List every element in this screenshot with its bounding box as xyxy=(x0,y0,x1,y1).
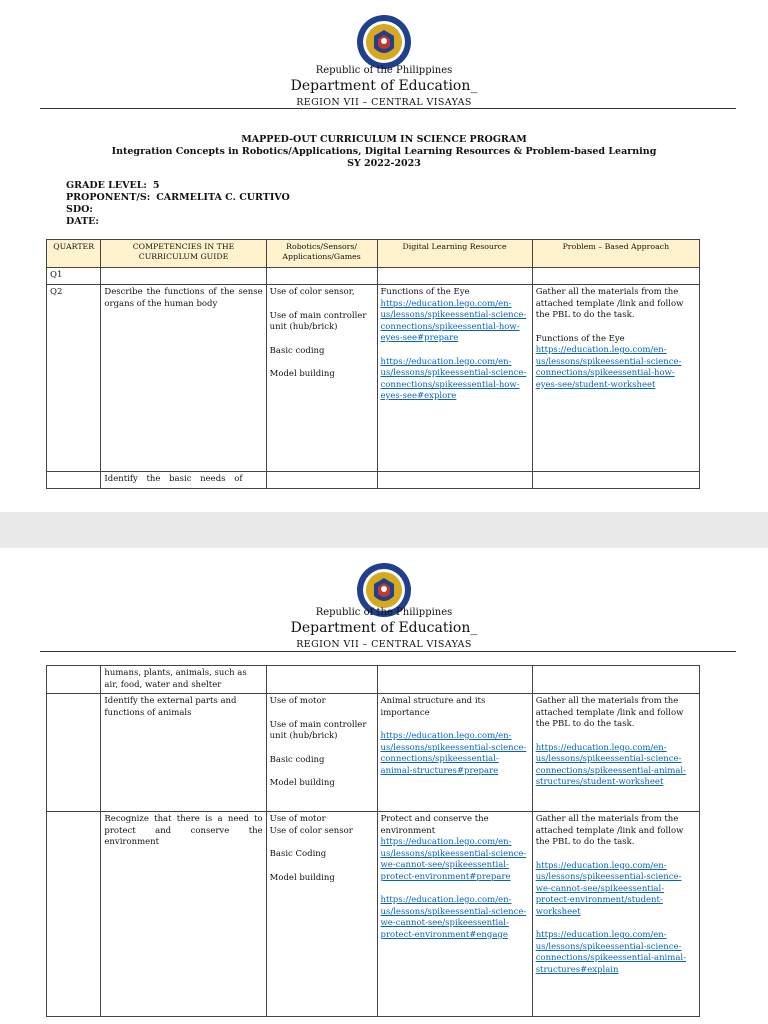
resource-link[interactable]: https://education.lego.com/en-us/lessons/spikeessential-science-connections/spikeessential-how-eyes-see#prepare xyxy=(380,298,527,343)
robotics-item: Basic Coding xyxy=(269,849,327,859)
sdo-label: SDO: xyxy=(66,204,93,215)
resource-title: Protect and conserve the environment xyxy=(380,814,489,836)
robotics-item: Use of main controller unit (hub/brick) xyxy=(269,719,367,741)
competency-cell: Identify the external parts and functions of animals xyxy=(101,694,266,812)
table-row xyxy=(47,285,700,472)
competency-cell: Recognize that there is a need to protect and conserve the environment xyxy=(101,812,266,1017)
header-divider xyxy=(40,108,736,109)
pbl-link[interactable]: https://education.lego.com/en-us/lessons/spikeessential-science-connections/spikeessential-animal-structures/student-worksheet xyxy=(535,742,686,787)
document-title: MAPPED-OUT CURRICULUM IN SCIENCE PROGRAM xyxy=(241,134,527,145)
resource-link[interactable]: https://education.lego.com/en-us/lessons/spikeessential-science-we-cannot-see/spikeessential-protect-environment#prepare xyxy=(380,837,527,882)
problem-based-cell xyxy=(532,285,699,472)
resource-link[interactable]: https://education.lego.com/en-us/lessons/spikeessential-science-connections/spikeessential-animal-structures#prepare xyxy=(380,731,527,776)
table-row xyxy=(47,666,700,694)
quarter-cell: Q1 xyxy=(47,268,101,285)
table-row xyxy=(47,812,700,1017)
document-page-2 xyxy=(0,548,768,1024)
column-header-robotics: Robotics/Sensors/ Applications/Games xyxy=(266,240,377,268)
pbl-link[interactable]: https://education.lego.com/en-us/lessons/spikeessential-science-connections/spikeessential-animal-structures#explain xyxy=(535,930,686,975)
proponent-label: PROPONENT/S: xyxy=(66,192,151,203)
pbl-link[interactable]: https://education.lego.com/en-us/lessons/spikeessential-science-connections/spikeessential-how-eyes-see/student-worksheet xyxy=(535,345,682,390)
digital-resource-cell xyxy=(377,812,532,1017)
robotics-cell xyxy=(266,812,377,1017)
deped-seal-icon xyxy=(356,14,412,70)
competency-cell: Describe the functions of the sense organs of the human body xyxy=(101,285,266,472)
grade-label: GRADE LEVEL: xyxy=(66,180,147,191)
digital-resource-cell xyxy=(377,694,532,812)
table-row xyxy=(47,694,700,812)
pbl-link[interactable]: https://education.lego.com/en-us/lessons/spikeessential-science-we-cannot-see/spikeessential-protect-environment/student-worksheet xyxy=(535,860,682,917)
pbl-instruction: Gather all the materials from the attached template /link and follow the PBL to do the task. xyxy=(535,814,684,847)
table-row xyxy=(47,472,700,489)
problem-based-cell xyxy=(532,694,699,812)
table-row xyxy=(47,268,700,285)
resource-title: Animal structure and its importance xyxy=(380,696,486,718)
quarter-cell: Q2 xyxy=(47,285,101,472)
region-heading: REGION VII – CENTRAL VISAYAS xyxy=(296,639,472,650)
department-heading: Department of Education_ xyxy=(290,620,478,636)
column-header-problem-based: Problem – Based Approach xyxy=(532,240,699,268)
region-heading: REGION VII – CENTRAL VISAYAS xyxy=(296,97,472,108)
date-label: DATE: xyxy=(66,216,99,227)
problem-based-cell xyxy=(532,812,699,1017)
republic-heading: Republic of the Philippines xyxy=(315,65,453,76)
document-title-block xyxy=(0,134,768,170)
column-header-quarter: QUARTER xyxy=(47,240,101,268)
pbl-instruction: Gather all the materials from the attached template /link and follow the PBL to do the task. xyxy=(535,287,684,320)
curriculum-table-continued xyxy=(46,665,700,1017)
header-divider xyxy=(40,651,736,652)
competency-cell: Identify the basic needs of xyxy=(101,472,266,489)
resource-link[interactable]: https://education.lego.com/en-us/lessons/spikeessential-science-we-cannot-see/spikeessential-protect-environment#engage xyxy=(380,895,527,940)
resource-link[interactable]: https://education.lego.com/en-us/lessons/spikeessential-science-connections/spikeessential-how-eyes-see#explore xyxy=(380,356,527,401)
robotics-cell xyxy=(266,694,377,812)
grade-value: 5 xyxy=(152,180,160,191)
robotics-item: Model building xyxy=(269,778,335,788)
robotics-item: Use of main controller unit (hub/brick) xyxy=(269,310,367,332)
robotics-item: Use of motor xyxy=(269,696,326,706)
curriculum-table xyxy=(46,239,700,489)
robotics-cell xyxy=(266,285,377,472)
robotics-item: Use of motor xyxy=(269,814,326,824)
republic-heading: Republic of the Philippines xyxy=(315,607,453,618)
resource-title: Functions of the Eye xyxy=(380,287,470,297)
robotics-item: Model building xyxy=(269,369,335,379)
digital-resource-cell xyxy=(377,285,532,472)
meta-block xyxy=(66,180,290,228)
pbl-title: Functions of the Eye xyxy=(535,333,625,344)
school-year: SY 2022-2023 xyxy=(347,158,421,169)
robotics-item: Use of color sensor, xyxy=(269,287,355,297)
document-subtitle: Integration Concepts in Robotics/Applications, Digital Learning Resources & Problem-based Learning xyxy=(111,146,657,157)
pbl-instruction: Gather all the materials from the attached template /link and follow the PBL to do the task. xyxy=(535,696,684,729)
column-header-competencies: COMPETENCIES IN THE CURRICULUM GUIDE xyxy=(101,240,266,268)
competency-cell: humans, plants, animals, such as air, food, water and shelter xyxy=(101,666,266,694)
department-heading: Department of Education_ xyxy=(290,78,478,94)
robotics-item: Basic coding xyxy=(269,754,325,765)
robotics-item: Use of color sensor xyxy=(269,825,353,836)
robotics-item: Basic coding xyxy=(269,345,325,356)
proponent-value: CARMELITA C. CURTIVO xyxy=(156,192,290,203)
robotics-item: Model building xyxy=(269,872,335,883)
column-header-digital-resource: Digital Learning Resource xyxy=(377,240,532,268)
table-header-row xyxy=(47,240,700,268)
